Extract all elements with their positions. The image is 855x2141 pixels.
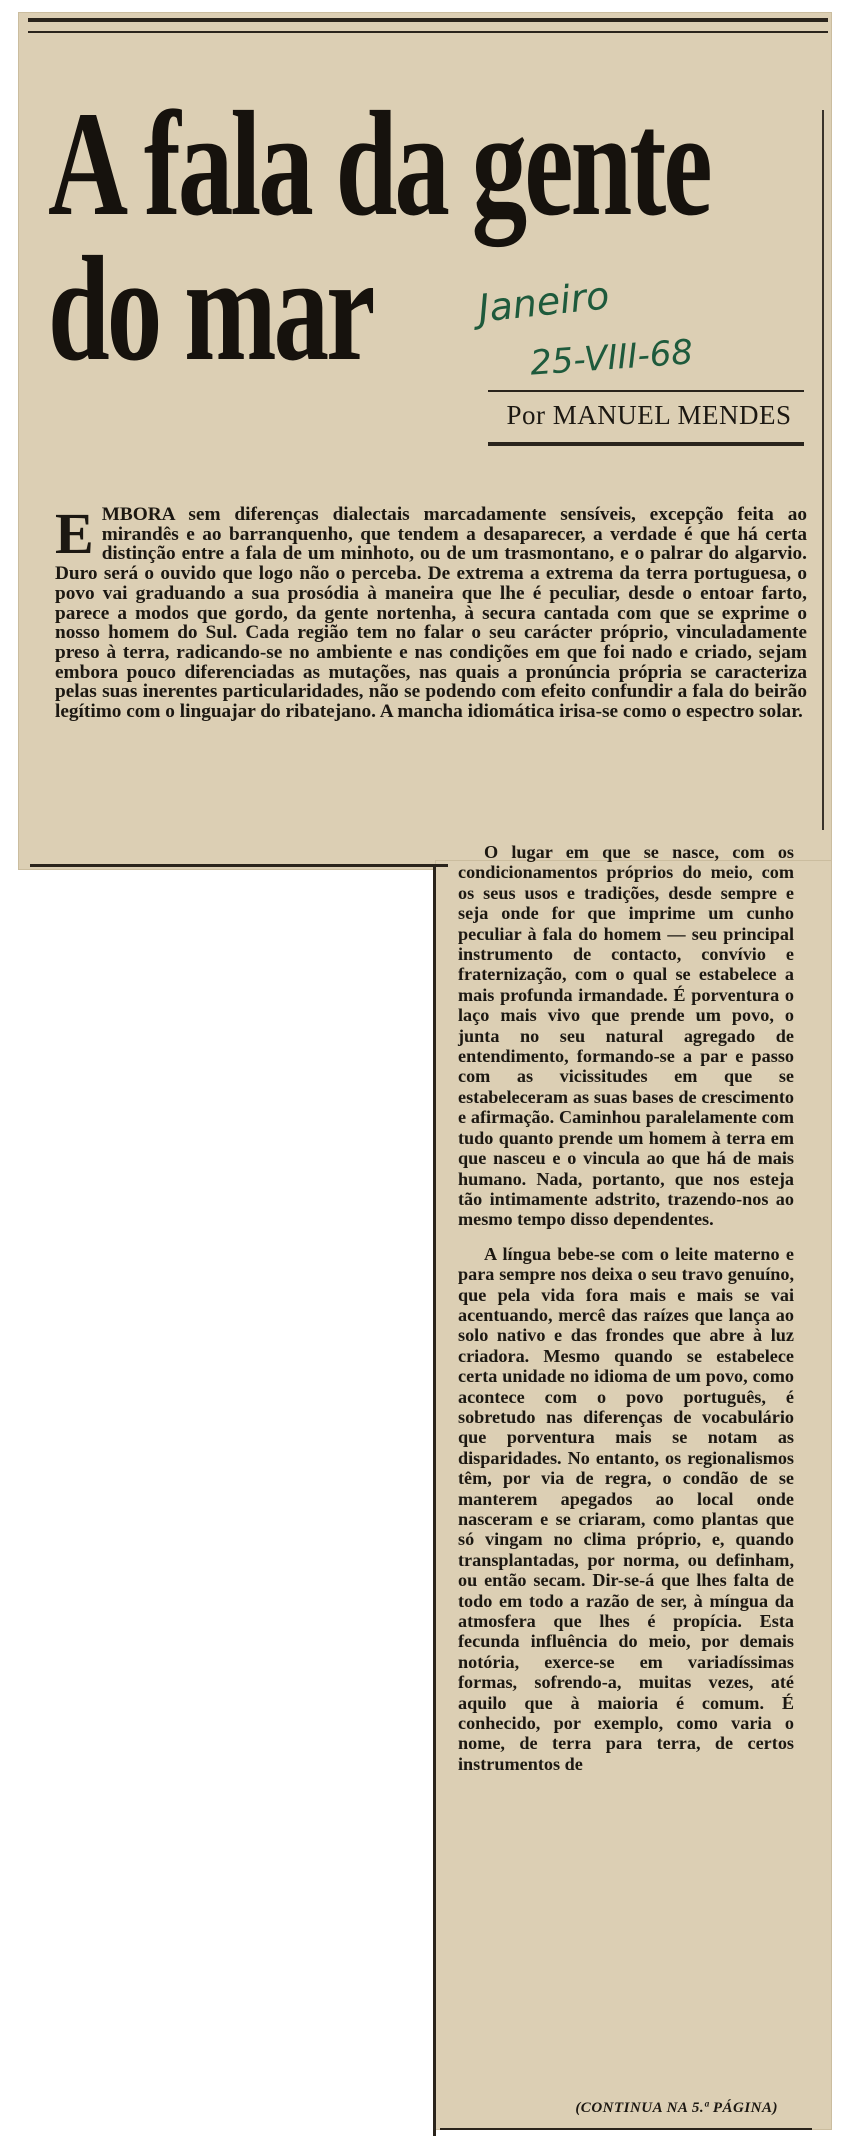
body-column — [458, 842, 794, 1788]
paragraph-3: A língua bebe-se com o leite materno e para sempre nos deixa o seu travo genuíno, que pela vida fora mais e mais se vai acentuando, mercê das raízes que lança ao solo nativo e das frondes que abre à luz criadora. Mesmo quando se estabelece certa unidade no idioma de um povo, como acontece com o povo português, é sobretudo nas diferenças de vocabulário que porventura mais se notam as disparidades. No entanto, os regionalismos têm, por via de regra, o condão de se manterem apegados ao local onde nasceram e se criaram, como plantas que só vingam no clima próprio, e, quando transplantadas, por norma, ou definham, ou então secam. Dir-se-á que lhes falta de todo em todo a razão de ser, à míngua da atmosfera que lhes é propícia. Esta fecunda influência do meio, por demais notória, exerce-se em variadíssimas formas, sofrendo-a, muitas vezes, até aquilo que à maioria é comum. É conhecido, por exemplo, como varia o nome, de terra para terra, de certos instrumentos de — [458, 1243, 794, 1774]
drop-cap: E — [55, 501, 94, 566]
headline-line-2: do mar — [48, 226, 373, 392]
section-rule-horizontal — [30, 864, 448, 867]
continuation-note: (CONTINUA NA 5.ª PÁGINA) — [575, 2100, 778, 2116]
handwritten-date: 25-VIII-68 — [528, 332, 695, 384]
byline-rule-bottom — [488, 442, 804, 446]
headline-line-1: A fala da gente — [48, 81, 710, 247]
bottom-rule — [440, 2128, 812, 2130]
lead-paragraph — [55, 501, 807, 723]
byline-rule-top — [488, 390, 804, 392]
paragraph-2: O lugar em que se nasce, com os condicionamentos próprios do meio, com os seus usos e tradições, desde sempre e seja onde for que imprime um cunho peculiar à fala do homem — seu principal instrumento de contacto, convívio e fraternização, com o qual se estabelece a mais profunda irmandade. É porventura o laço mais vivo que prende um povo, o junta no seu natural agregado de entendimento, formando-se a par e passo com as vicissitudes em que se estabeleceram as suas bases de crescimento e afirmação. Caminhou paralelamente com tudo quanto prende um homem à terra em que nasceu e o vincula ao que há de mais humano. Nada, portanto, que nos esteja tão intimamente adstrito, trazendo-nos ao mesmo tempo disso dependentes. — [458, 842, 794, 1230]
top-rule — [28, 18, 828, 33]
lead-text: MBORA sem diferenças dialectais marcadamente sensíveis, excepção feita ao mirandês e ao barranquenho, que tendem a desaparecer, a verdade é que há certa distinção entre a fala de um minhoto, ou de um trasmontano, e o palrar do algarvio. Duro será o ouvido que logo não o perceba. De extrema a extrema da terra portuguesa, o povo vai graduando a sua prosódia à maneira que lhe é peculiar, desde o entoar farto, parece a modos que gordo, da gente nortenha, à secura cantada com que se exprime o nosso homem do Sul. Cada região tem no falar o seu carácter próprio, vinculadamente preso à terra, radicando-se no ambiente e nas condições em que foi nado e criado, sejam embora pouco diferenciadas as mutações, nas quais a pronúncia própria se caracteriza pelas suas inerentes particularidades, não se podendo com efeito confundir a fala do beirão legítimo com o linguajar do ribatejano. A mancha idiomática irisa-se como o espectro solar. — [55, 504, 807, 723]
byline: Por MANUEL MENDES — [506, 400, 792, 430]
column-rule — [822, 110, 824, 830]
handwritten-note: Janeiro — [476, 273, 612, 331]
section-rule-vertical — [433, 864, 436, 2136]
